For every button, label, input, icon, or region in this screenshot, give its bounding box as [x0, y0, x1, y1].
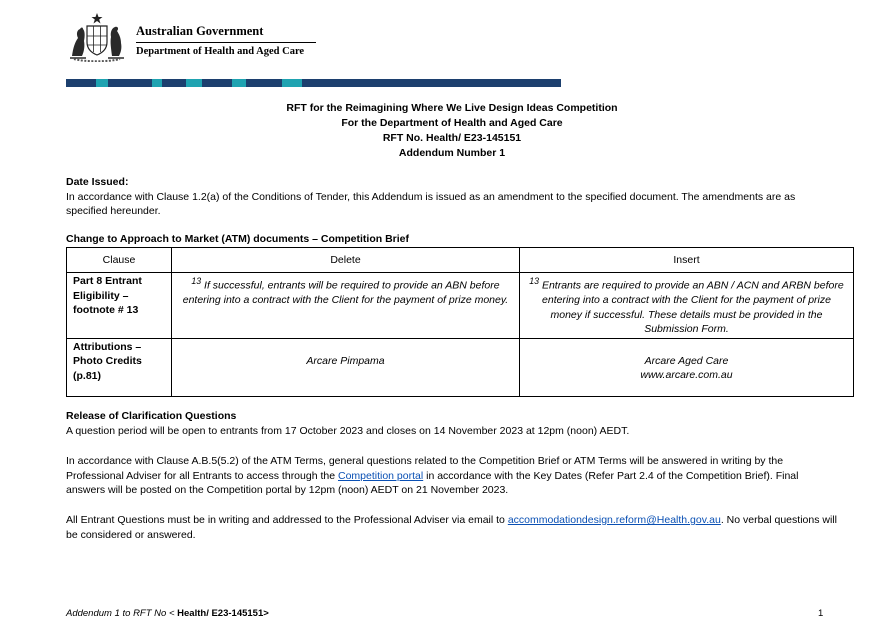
- clarification-para-2: [66, 454, 838, 498]
- insert-text: Entrants are required to provide an ABN / ACN and ARBN before entering into a contract with the Client for the payment of prize money if successful. These details must be provided in the Submission Form.: [539, 279, 844, 335]
- email-link[interactable]: accommodationdesign.reform@Health.gov.au: [507, 514, 721, 526]
- date-issued-label: Date Issued:: [66, 176, 129, 188]
- row-clause: Part 8 Entrant Eligibility – footnote # 13: [67, 273, 172, 339]
- footer-prefix: Addendum 1 to RFT No <: [66, 608, 178, 619]
- table-row: [67, 338, 854, 396]
- para-2-text-a: In accordance with Clause A.B.5(5.2) of the ATM Terms, general questions related to the Competition Brief or ATM Terms will be answered in writing by the Professional Adviser for all Entrants to access through the: [66, 455, 784, 482]
- clarification-para-1: A question period will be open to entrants from 17 October 2023 and closes on 14 November 2023 at 12pm (noon) AEDT.: [66, 424, 630, 437]
- clarification-section: [66, 409, 838, 438]
- decorative-color-bar: [66, 79, 561, 87]
- insert-line-2: www.arcare.com.au: [640, 369, 733, 381]
- title-line-2: For the Department of Health and Aged Care: [341, 117, 563, 129]
- date-issued-section: [66, 175, 838, 219]
- header-divider: [136, 42, 316, 43]
- header-clause: Clause: [67, 248, 172, 273]
- clarification-heading: Release of Clarification Questions: [66, 410, 237, 422]
- title-line-1: RFT for the Reimagining Where We Live Design Ideas Competition: [286, 102, 618, 114]
- table-header-row: [67, 248, 854, 273]
- footnote-marker: 13: [529, 276, 540, 286]
- title-line-4: Addendum Number 1: [398, 147, 506, 159]
- amendment-table: [66, 247, 854, 397]
- document-title: [66, 101, 838, 161]
- row-delete-text: [172, 273, 520, 339]
- coat-of-arms-icon: [66, 12, 128, 62]
- header-delete: Delete: [172, 248, 520, 273]
- footer-reference: Health/ E23-145151>: [177, 608, 269, 619]
- government-name: Australian Government: [136, 24, 264, 38]
- table-heading: Change to Approach to Market (ATM) documents – Competition Brief: [66, 233, 410, 245]
- department-name: Department of Health and Aged Care: [136, 46, 305, 57]
- footnote-marker: 13: [191, 276, 202, 286]
- para-3-text-b: . No verbal questions will be considered or answered.: [66, 514, 837, 541]
- table-row: [67, 273, 854, 339]
- letterhead: [66, 12, 366, 64]
- row-clause: Attributions – Photo Credits (p.81): [67, 338, 172, 396]
- header-insert: Insert: [520, 248, 854, 273]
- para-2-text-b: in accordance with the Key Dates (Refer Part 2.4 of the Competition Brief). Final answers will be posted on the Competition portal by 12pm (noon) AEDT on 21 November 2023.: [66, 469, 799, 496]
- title-line-3: RFT No. Health/ E23-145151: [382, 132, 522, 144]
- row-insert-text: [520, 273, 854, 339]
- row-delete-text: Arcare Pimpama: [172, 338, 520, 396]
- page-footer: [66, 608, 269, 619]
- delete-text: If successful, entrants will be required to provide an ABN before entering into a contract with the Client for the payment of prize money.: [182, 279, 509, 306]
- competition-portal-link[interactable]: Competition portal: [337, 469, 424, 482]
- insert-line-1: Arcare Aged Care: [644, 354, 729, 367]
- row-insert-text: [520, 338, 854, 396]
- page-number: 1: [818, 608, 824, 619]
- date-issued-text: In accordance with Clause 1.2(a) of the Conditions of Tender, this Addendum is issued as an amendment to the specified document. The amendments are as specified hereunder.: [66, 190, 796, 217]
- clarification-para-3: [66, 513, 838, 542]
- para-3-text-a: All Entrant Questions must be in writing and addressed to the Professional Adviser via email to: [66, 514, 508, 526]
